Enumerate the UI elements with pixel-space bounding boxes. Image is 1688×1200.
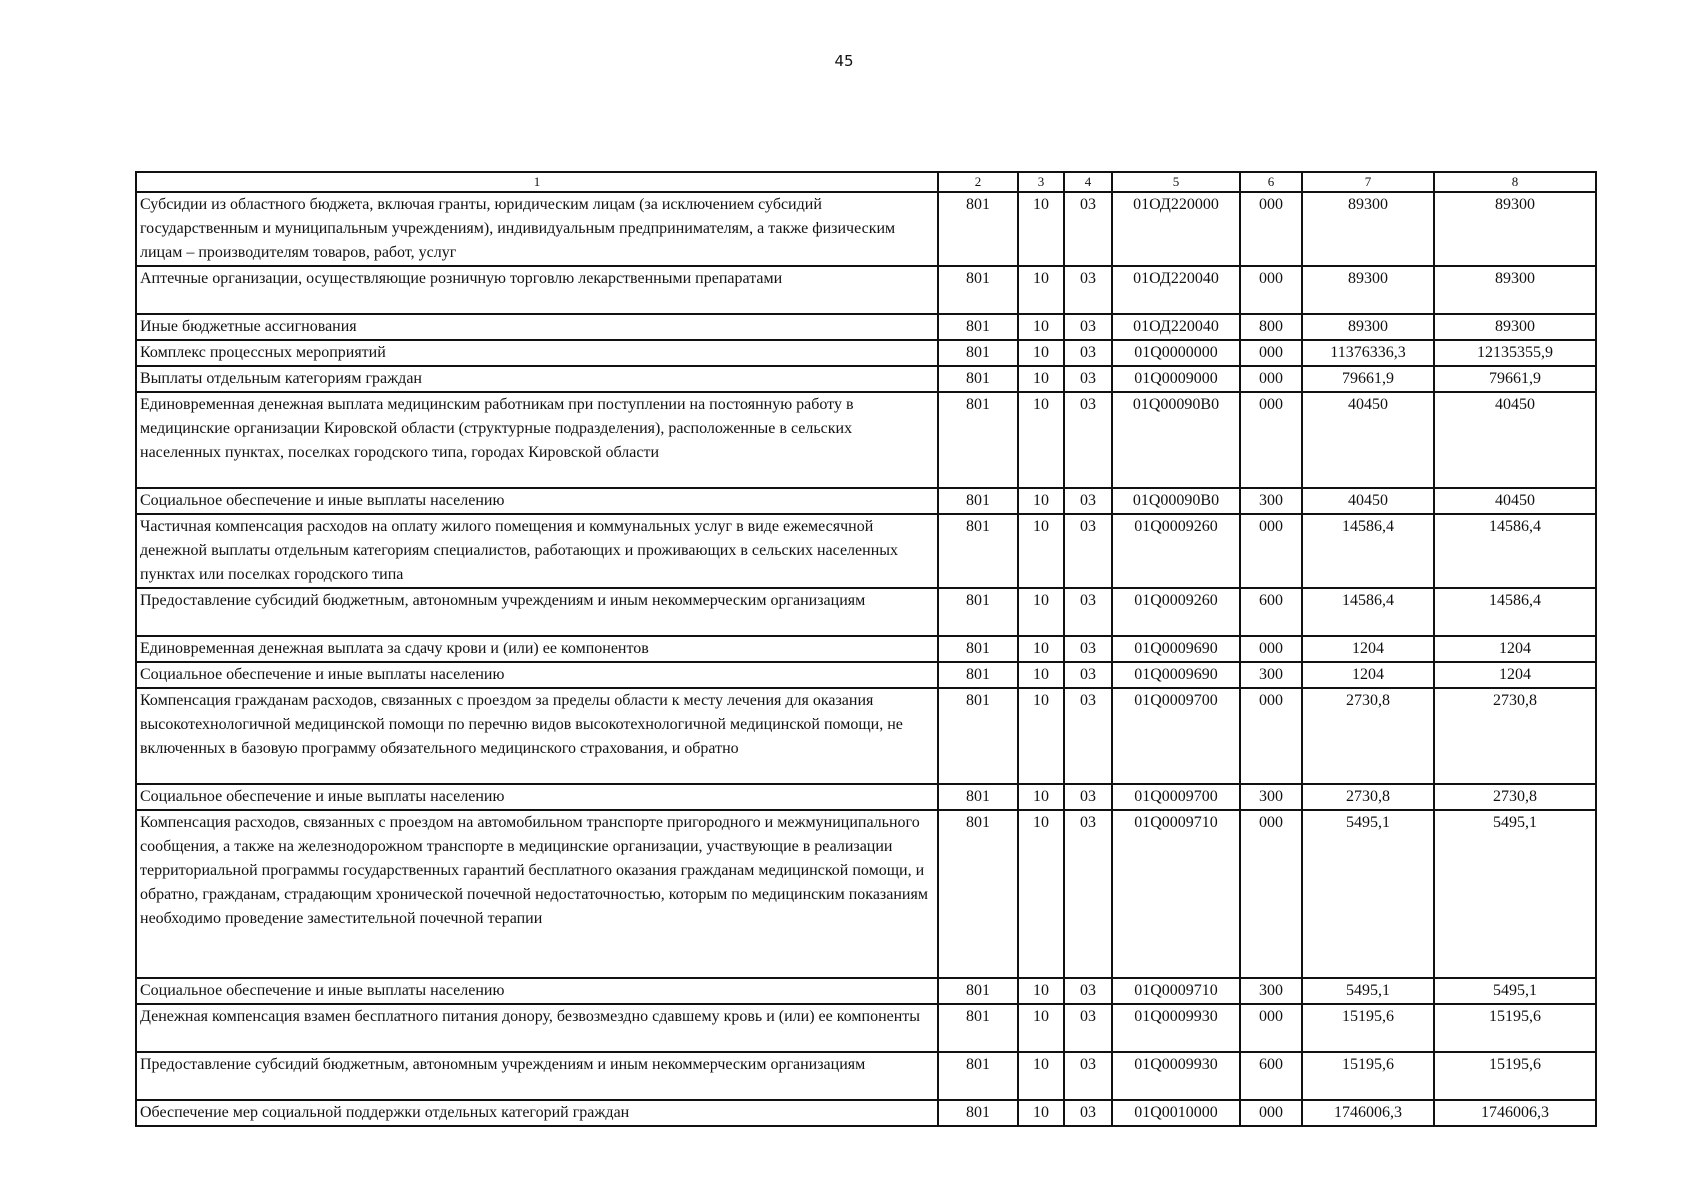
row-col-5: 01Q0009930: [1112, 1052, 1240, 1100]
row-col-3: 10: [1018, 688, 1064, 784]
table-row: [136, 688, 1596, 784]
table-row: [136, 514, 1596, 588]
row-col-6: 300: [1240, 488, 1302, 514]
row-col-4: 03: [1064, 266, 1112, 314]
row-col-5: 01ОД220000: [1112, 192, 1240, 266]
table-row: [136, 392, 1596, 488]
row-name: Аптечные организации, осуществляющие розничную торговлю лекарственными препаратами: [136, 266, 938, 314]
row-col-8: 89300: [1434, 192, 1596, 266]
table-row: [136, 636, 1596, 662]
header-col-4: 4: [1064, 172, 1112, 192]
row-col-3: 10: [1018, 266, 1064, 314]
row-col-3: 10: [1018, 514, 1064, 588]
table-row: [136, 588, 1596, 636]
row-col-3: 10: [1018, 810, 1064, 978]
row-col-5: 01Q0009710: [1112, 978, 1240, 1004]
table-row: [136, 488, 1596, 514]
row-col-7: 89300: [1302, 314, 1434, 340]
row-col-7: 14586,4: [1302, 588, 1434, 636]
row-col-4: 03: [1064, 392, 1112, 488]
row-col-2: 801: [938, 266, 1018, 314]
row-col-8: 12135355,9: [1434, 340, 1596, 366]
row-col-8: 2730,8: [1434, 688, 1596, 784]
row-col-7: 1746006,3: [1302, 1100, 1434, 1126]
row-name: Компенсация расходов, связанных с проездом на автомобильном транспорте пригородного и межмуниципального сообщения, а также на железнодорожном транспорте в медицинские организации, участвующие в реализации территориальной программы государственных гарантий бесплатного оказания гражданам медицинской помощи, и обратно, гражданам, страдающим хронической почечной недостаточностью, которым по медицинским показаниям необходимо проведение заместительной почечной терапии: [136, 810, 938, 978]
header-col-3: 3: [1018, 172, 1064, 192]
row-col-3: 10: [1018, 636, 1064, 662]
row-col-5: 01Q0009690: [1112, 636, 1240, 662]
row-col-4: 03: [1064, 978, 1112, 1004]
row-col-4: 03: [1064, 192, 1112, 266]
row-name: Единовременная денежная выплата медицинским работникам при поступлении на постоянную работу в медицинские организации Кировской области (структурные подразделения), расположенные в сельских населенных пунктах, поселках городского типа, городах Кировской области: [136, 392, 938, 488]
row-name: Денежная компенсация взамен бесплатного питания донору, безвозмездно сдавшему кровь и (или) ее компоненты: [136, 1004, 938, 1052]
row-col-6: 000: [1240, 636, 1302, 662]
row-col-6: 000: [1240, 1004, 1302, 1052]
row-col-6: 000: [1240, 266, 1302, 314]
row-col-2: 801: [938, 514, 1018, 588]
table-row: [136, 340, 1596, 366]
row-col-3: 10: [1018, 1052, 1064, 1100]
row-name: Частичная компенсация расходов на оплату жилого помещения и коммунальных услуг в виде ежемесячной денежной выплаты отдельным категориям специалистов, работающих и проживающих в сельских населенных пунктах или поселках городского типа: [136, 514, 938, 588]
table-row: [136, 314, 1596, 340]
row-col-4: 03: [1064, 688, 1112, 784]
row-col-4: 03: [1064, 488, 1112, 514]
row-col-6: 000: [1240, 810, 1302, 978]
header-col-5: 5: [1112, 172, 1240, 192]
table-row: [136, 366, 1596, 392]
row-col-2: 801: [938, 784, 1018, 810]
row-col-4: 03: [1064, 514, 1112, 588]
row-col-5: 01Q0009700: [1112, 784, 1240, 810]
row-col-2: 801: [938, 662, 1018, 688]
row-col-8: 1204: [1434, 662, 1596, 688]
row-name: Предоставление субсидий бюджетным, автономным учреждениям и иным некоммерческим организациям: [136, 588, 938, 636]
row-col-5: 01Q0000000: [1112, 340, 1240, 366]
row-col-4: 03: [1064, 1004, 1112, 1052]
row-col-3: 10: [1018, 366, 1064, 392]
row-col-3: 10: [1018, 192, 1064, 266]
row-col-4: 03: [1064, 662, 1112, 688]
row-col-7: 5495,1: [1302, 978, 1434, 1004]
row-col-3: 10: [1018, 784, 1064, 810]
row-col-5: 01Q0009690: [1112, 662, 1240, 688]
row-col-3: 10: [1018, 978, 1064, 1004]
row-col-3: 10: [1018, 488, 1064, 514]
row-col-3: 10: [1018, 588, 1064, 636]
row-col-4: 03: [1064, 810, 1112, 978]
row-col-2: 801: [938, 978, 1018, 1004]
row-col-5: 01Q0009000: [1112, 366, 1240, 392]
row-col-2: 801: [938, 192, 1018, 266]
budget-table: [135, 171, 1597, 1127]
header-col-6: 6: [1240, 172, 1302, 192]
row-col-7: 89300: [1302, 192, 1434, 266]
row-col-5: 01Q0009260: [1112, 514, 1240, 588]
row-name: Субсидии из областного бюджета, включая гранты, юридическим лицам (за исключением субсидий государственным и муниципальным учреждениям), индивидуальным предпринимателям, а также физическим лицам – производителям товаров, работ, услуг: [136, 192, 938, 266]
table-row: [136, 1100, 1596, 1126]
row-col-8: 14586,4: [1434, 514, 1596, 588]
row-col-2: 801: [938, 392, 1018, 488]
row-col-2: 801: [938, 588, 1018, 636]
row-col-2: 801: [938, 636, 1018, 662]
row-col-2: 801: [938, 688, 1018, 784]
row-col-3: 10: [1018, 392, 1064, 488]
row-name: Единовременная денежная выплата за сдачу крови и (или) ее компонентов: [136, 636, 938, 662]
header-col-7: 7: [1302, 172, 1434, 192]
row-col-7: 14586,4: [1302, 514, 1434, 588]
row-col-6: 300: [1240, 978, 1302, 1004]
row-col-7: 15195,6: [1302, 1004, 1434, 1052]
row-col-8: 5495,1: [1434, 810, 1596, 978]
table-row: [136, 784, 1596, 810]
row-col-5: 01Q00090B0: [1112, 488, 1240, 514]
row-col-3: 10: [1018, 1100, 1064, 1126]
row-name: Социальное обеспечение и иные выплаты населению: [136, 784, 938, 810]
table-row: [136, 662, 1596, 688]
row-col-4: 03: [1064, 784, 1112, 810]
row-col-4: 03: [1064, 1052, 1112, 1100]
row-col-6: 000: [1240, 514, 1302, 588]
table-row: [136, 1052, 1596, 1100]
row-col-8: 14586,4: [1434, 588, 1596, 636]
row-name: Иные бюджетные ассигнования: [136, 314, 938, 340]
row-col-7: 89300: [1302, 266, 1434, 314]
row-col-4: 03: [1064, 1100, 1112, 1126]
row-col-8: 2730,8: [1434, 784, 1596, 810]
table-row: [136, 192, 1596, 266]
row-col-6: 000: [1240, 340, 1302, 366]
row-col-6: 800: [1240, 314, 1302, 340]
row-col-8: 15195,6: [1434, 1052, 1596, 1100]
row-col-4: 03: [1064, 588, 1112, 636]
row-col-7: 15195,6: [1302, 1052, 1434, 1100]
row-col-2: 801: [938, 366, 1018, 392]
table-row: [136, 978, 1596, 1004]
row-col-5: 01Q0009930: [1112, 1004, 1240, 1052]
row-col-6: 000: [1240, 1100, 1302, 1126]
row-col-6: 600: [1240, 588, 1302, 636]
row-col-7: 1204: [1302, 636, 1434, 662]
row-col-8: 89300: [1434, 314, 1596, 340]
row-col-6: 000: [1240, 688, 1302, 784]
row-col-8: 5495,1: [1434, 978, 1596, 1004]
header-col-8: 8: [1434, 172, 1596, 192]
row-col-8: 40450: [1434, 392, 1596, 488]
row-col-2: 801: [938, 1004, 1018, 1052]
row-col-6: 000: [1240, 392, 1302, 488]
row-col-2: 801: [938, 314, 1018, 340]
row-col-2: 801: [938, 1052, 1018, 1100]
header-col-2: 2: [938, 172, 1018, 192]
row-col-2: 801: [938, 1100, 1018, 1126]
row-col-7: 40450: [1302, 392, 1434, 488]
row-col-5: 01Q0010000: [1112, 1100, 1240, 1126]
row-name: Социальное обеспечение и иные выплаты населению: [136, 978, 938, 1004]
row-col-8: 1746006,3: [1434, 1100, 1596, 1126]
row-col-7: 11376336,3: [1302, 340, 1434, 366]
row-name: Обеспечение мер социальной поддержки отдельных категорий граждан: [136, 1100, 938, 1126]
row-col-8: 89300: [1434, 266, 1596, 314]
row-col-7: 2730,8: [1302, 688, 1434, 784]
row-col-5: 01Q0009260: [1112, 588, 1240, 636]
row-col-7: 40450: [1302, 488, 1434, 514]
row-col-4: 03: [1064, 340, 1112, 366]
page-number: 45: [834, 52, 854, 70]
row-col-2: 801: [938, 488, 1018, 514]
row-col-6: 300: [1240, 784, 1302, 810]
row-col-6: 300: [1240, 662, 1302, 688]
row-col-3: 10: [1018, 314, 1064, 340]
row-col-5: 01ОД220040: [1112, 314, 1240, 340]
row-name: Социальное обеспечение и иные выплаты населению: [136, 662, 938, 688]
row-name: Предоставление субсидий бюджетным, автономным учреждениям и иным некоммерческим организациям: [136, 1052, 938, 1100]
row-col-8: 15195,6: [1434, 1004, 1596, 1052]
row-col-8: 40450: [1434, 488, 1596, 514]
row-col-3: 10: [1018, 662, 1064, 688]
row-col-7: 1204: [1302, 662, 1434, 688]
row-name: Выплаты отдельным категориям граждан: [136, 366, 938, 392]
row-name: Компенсация гражданам расходов, связанных с проездом за пределы области к месту лечения для оказания высокотехнологичной медицинской помощи по перечню видов высокотехнологичной медицинской помощи, не включенных в базовую программу обязательного медицинского страхования, и обратно: [136, 688, 938, 784]
row-col-5: 01Q0009700: [1112, 688, 1240, 784]
table-row: [136, 266, 1596, 314]
row-col-7: 5495,1: [1302, 810, 1434, 978]
row-col-6: 000: [1240, 366, 1302, 392]
row-name: Комплекс процессных мероприятий: [136, 340, 938, 366]
row-col-3: 10: [1018, 1004, 1064, 1052]
row-col-8: 79661,9: [1434, 366, 1596, 392]
row-col-2: 801: [938, 340, 1018, 366]
header-col-1: 1: [136, 172, 938, 192]
row-col-4: 03: [1064, 636, 1112, 662]
row-name: Социальное обеспечение и иные выплаты населению: [136, 488, 938, 514]
table-row: [136, 1004, 1596, 1052]
row-col-2: 801: [938, 810, 1018, 978]
table-header-row: [136, 172, 1596, 192]
row-col-8: 1204: [1434, 636, 1596, 662]
row-col-6: 600: [1240, 1052, 1302, 1100]
row-col-3: 10: [1018, 340, 1064, 366]
row-col-5: 01ОД220040: [1112, 266, 1240, 314]
row-col-4: 03: [1064, 314, 1112, 340]
row-col-7: 2730,8: [1302, 784, 1434, 810]
row-col-6: 000: [1240, 192, 1302, 266]
row-col-4: 03: [1064, 366, 1112, 392]
row-col-5: 01Q00090B0: [1112, 392, 1240, 488]
table-row: [136, 810, 1596, 978]
row-col-5: 01Q0009710: [1112, 810, 1240, 978]
row-col-7: 79661,9: [1302, 366, 1434, 392]
